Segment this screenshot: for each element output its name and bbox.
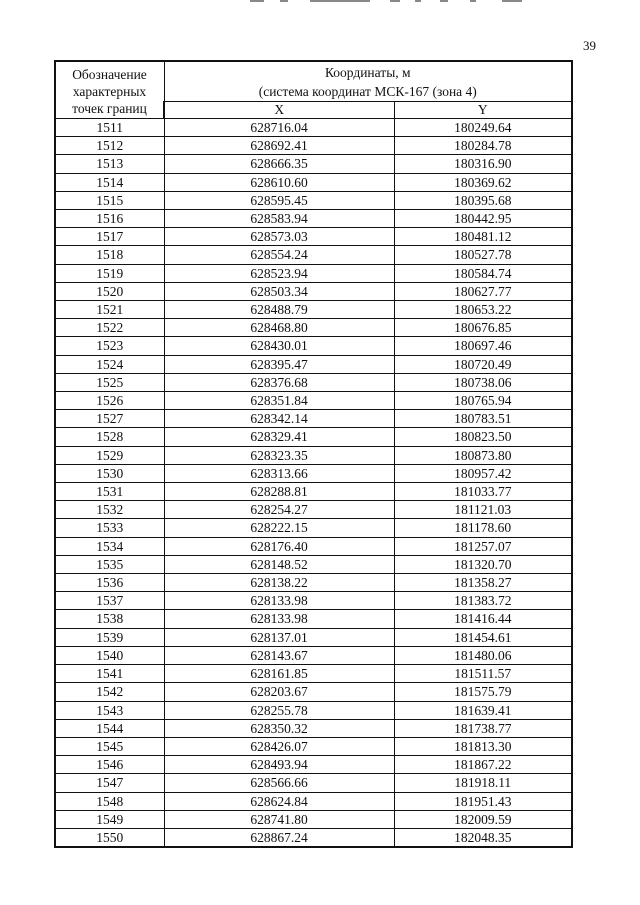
point-id-cell: 1531 — [55, 483, 164, 501]
y-coordinate-cell: 181867.22 — [394, 756, 572, 774]
y-coordinate-cell: 181454.61 — [394, 628, 572, 646]
point-id-cell: 1528 — [55, 428, 164, 446]
x-coordinate-cell: 628133.98 — [164, 592, 394, 610]
x-coordinate-cell: 628313.66 — [164, 464, 394, 482]
table-row — [55, 719, 572, 737]
point-id-cell: 1518 — [55, 246, 164, 264]
table-row — [55, 646, 572, 664]
x-coordinate-cell: 628376.68 — [164, 373, 394, 391]
point-id-cell: 1522 — [55, 319, 164, 337]
table-row — [55, 756, 572, 774]
point-id-cell: 1548 — [55, 792, 164, 810]
point-id-cell: 1514 — [55, 173, 164, 191]
table-row — [55, 173, 572, 191]
table-row — [55, 301, 572, 319]
y-coordinate-cell: 180627.77 — [394, 282, 572, 300]
table-row — [55, 264, 572, 282]
y-coordinate-cell: 180783.51 — [394, 410, 572, 428]
point-id-cell: 1527 — [55, 410, 164, 428]
table-row — [55, 628, 572, 646]
x-coordinate-cell: 628137.01 — [164, 628, 394, 646]
x-coordinate-cell: 628523.94 — [164, 264, 394, 282]
coordinates-table — [54, 60, 573, 848]
designation-header-line: характерных — [72, 84, 147, 99]
table-row — [55, 392, 572, 410]
y-coordinate-cell: 182009.59 — [394, 810, 572, 828]
x-coordinate-cell: 628493.94 — [164, 756, 394, 774]
x-coordinate-cell: 628430.01 — [164, 337, 394, 355]
point-id-cell: 1530 — [55, 464, 164, 482]
y-coordinate-cell: 180481.12 — [394, 228, 572, 246]
coordinates-table-body — [55, 119, 572, 848]
point-id-cell: 1541 — [55, 665, 164, 683]
table-row — [55, 155, 572, 173]
x-coordinate-cell: 628323.35 — [164, 446, 394, 464]
x-coordinate-cell: 628351.84 — [164, 392, 394, 410]
x-coordinate-cell: 628503.34 — [164, 282, 394, 300]
y-coordinate-cell: 181178.60 — [394, 519, 572, 537]
x-coordinate-cell: 628222.15 — [164, 519, 394, 537]
x-coordinate-cell: 628329.41 — [164, 428, 394, 446]
x-coordinate-cell: 628143.67 — [164, 646, 394, 664]
coordinates-header — [164, 61, 572, 102]
table-row — [55, 446, 572, 464]
table-row — [55, 137, 572, 155]
point-id-cell: 1543 — [55, 701, 164, 719]
x-coordinate-cell: 628203.67 — [164, 683, 394, 701]
x-coordinate-cell: 628867.24 — [164, 828, 394, 847]
x-coordinate-cell: 628133.98 — [164, 610, 394, 628]
point-id-cell: 1544 — [55, 719, 164, 737]
point-id-cell: 1516 — [55, 210, 164, 228]
y-column-header: Y — [394, 102, 572, 119]
table-row — [55, 537, 572, 555]
point-id-cell: 1534 — [55, 537, 164, 555]
coordinates-header-title: Координаты, м — [324, 65, 411, 80]
y-coordinate-cell: 180697.46 — [394, 337, 572, 355]
x-coordinate-cell: 628488.79 — [164, 301, 394, 319]
point-id-cell: 1515 — [55, 191, 164, 209]
table-row — [55, 737, 572, 755]
coordinates-header-system: (система координат МСК-167 (зона 4) — [258, 84, 477, 99]
designation-header — [55, 61, 164, 119]
x-coordinate-cell: 628176.40 — [164, 537, 394, 555]
y-coordinate-cell: 181918.11 — [394, 774, 572, 792]
table-row — [55, 792, 572, 810]
table-row — [55, 574, 572, 592]
y-coordinate-cell: 180957.42 — [394, 464, 572, 482]
y-coordinate-cell: 180249.64 — [394, 119, 572, 137]
x-coordinate-cell: 628350.32 — [164, 719, 394, 737]
x-coordinate-cell: 628583.94 — [164, 210, 394, 228]
y-coordinate-cell: 181121.03 — [394, 501, 572, 519]
y-coordinate-cell: 180284.78 — [394, 137, 572, 155]
table-row — [55, 701, 572, 719]
x-column-header: X — [164, 102, 394, 119]
y-coordinate-cell: 181257.07 — [394, 537, 572, 555]
table-row — [55, 592, 572, 610]
point-id-cell: 1512 — [55, 137, 164, 155]
point-id-cell: 1537 — [55, 592, 164, 610]
table-row — [55, 683, 572, 701]
x-coordinate-cell: 628716.04 — [164, 119, 394, 137]
x-coordinate-cell: 628554.24 — [164, 246, 394, 264]
y-coordinate-cell: 180442.95 — [394, 210, 572, 228]
y-coordinate-cell: 180676.85 — [394, 319, 572, 337]
y-coordinate-cell: 181480.06 — [394, 646, 572, 664]
point-id-cell: 1525 — [55, 373, 164, 391]
y-coordinate-cell: 181033.77 — [394, 483, 572, 501]
y-coordinate-cell: 180527.78 — [394, 246, 572, 264]
y-coordinate-cell: 181416.44 — [394, 610, 572, 628]
x-coordinate-cell: 628692.41 — [164, 137, 394, 155]
point-id-cell: 1519 — [55, 264, 164, 282]
table-row — [55, 483, 572, 501]
point-id-cell: 1540 — [55, 646, 164, 664]
table-row — [55, 119, 572, 137]
y-coordinate-cell: 180653.22 — [394, 301, 572, 319]
x-coordinate-cell: 628741.80 — [164, 810, 394, 828]
point-id-cell: 1549 — [55, 810, 164, 828]
y-coordinate-cell: 180873.80 — [394, 446, 572, 464]
x-coordinate-cell: 628254.27 — [164, 501, 394, 519]
y-coordinate-cell: 180369.62 — [394, 173, 572, 191]
x-coordinate-cell: 628566.66 — [164, 774, 394, 792]
x-coordinate-cell: 628395.47 — [164, 355, 394, 373]
designation-header-line: Обозначение — [72, 67, 147, 82]
table-row — [55, 610, 572, 628]
designation-header-line: точек границ — [72, 101, 147, 116]
x-coordinate-cell: 628468.80 — [164, 319, 394, 337]
table-row — [55, 665, 572, 683]
y-coordinate-cell: 181738.77 — [394, 719, 572, 737]
x-coordinate-cell: 628288.81 — [164, 483, 394, 501]
table-row — [55, 501, 572, 519]
point-id-cell: 1545 — [55, 737, 164, 755]
x-coordinate-cell: 628138.22 — [164, 574, 394, 592]
table-row — [55, 319, 572, 337]
y-coordinate-cell: 180738.06 — [394, 373, 572, 391]
x-coordinate-cell: 628610.60 — [164, 173, 394, 191]
x-coordinate-cell: 628148.52 — [164, 555, 394, 573]
point-id-cell: 1517 — [55, 228, 164, 246]
table-row — [55, 282, 572, 300]
y-coordinate-cell: 180720.49 — [394, 355, 572, 373]
x-coordinate-cell: 628342.14 — [164, 410, 394, 428]
table-row — [55, 555, 572, 573]
x-coordinate-cell: 628624.84 — [164, 792, 394, 810]
point-id-cell: 1523 — [55, 337, 164, 355]
point-id-cell: 1532 — [55, 501, 164, 519]
y-coordinate-cell: 181358.27 — [394, 574, 572, 592]
point-id-cell: 1521 — [55, 301, 164, 319]
y-coordinate-cell: 180395.68 — [394, 191, 572, 209]
point-id-cell: 1536 — [55, 574, 164, 592]
table-row — [55, 337, 572, 355]
table-row — [55, 355, 572, 373]
point-id-cell: 1542 — [55, 683, 164, 701]
point-id-cell: 1539 — [55, 628, 164, 646]
x-coordinate-cell: 628573.03 — [164, 228, 394, 246]
point-id-cell: 1546 — [55, 756, 164, 774]
table-row — [55, 464, 572, 482]
point-id-cell: 1511 — [55, 119, 164, 137]
y-coordinate-cell: 181813.30 — [394, 737, 572, 755]
x-coordinate-cell: 628255.78 — [164, 701, 394, 719]
table-row — [55, 210, 572, 228]
x-coordinate-cell: 628666.35 — [164, 155, 394, 173]
y-coordinate-cell: 180584.74 — [394, 264, 572, 282]
y-coordinate-cell: 182048.35 — [394, 828, 572, 847]
y-coordinate-cell: 181639.41 — [394, 701, 572, 719]
table-row — [55, 410, 572, 428]
scan-artifact-marks — [240, 0, 540, 4]
table-row — [55, 774, 572, 792]
y-coordinate-cell: 180765.94 — [394, 392, 572, 410]
table-row — [55, 228, 572, 246]
point-id-cell: 1550 — [55, 828, 164, 847]
point-id-cell: 1526 — [55, 392, 164, 410]
table-row — [55, 373, 572, 391]
x-coordinate-cell: 628161.85 — [164, 665, 394, 683]
y-coordinate-cell: 181320.70 — [394, 555, 572, 573]
page-number: 39 — [583, 38, 596, 53]
table-row — [55, 428, 572, 446]
table-row — [55, 519, 572, 537]
y-coordinate-cell: 181575.79 — [394, 683, 572, 701]
point-id-cell: 1533 — [55, 519, 164, 537]
y-coordinate-cell: 180316.90 — [394, 155, 572, 173]
point-id-cell: 1524 — [55, 355, 164, 373]
point-id-cell: 1529 — [55, 446, 164, 464]
table-row — [55, 191, 572, 209]
table-row — [55, 828, 572, 847]
x-coordinate-cell: 628426.07 — [164, 737, 394, 755]
table-row — [55, 810, 572, 828]
table-row — [55, 246, 572, 264]
point-id-cell: 1547 — [55, 774, 164, 792]
y-coordinate-cell: 181511.57 — [394, 665, 572, 683]
point-id-cell: 1538 — [55, 610, 164, 628]
point-id-cell: 1520 — [55, 282, 164, 300]
y-coordinate-cell: 180823.50 — [394, 428, 572, 446]
point-id-cell: 1513 — [55, 155, 164, 173]
point-id-cell: 1535 — [55, 555, 164, 573]
y-coordinate-cell: 181383.72 — [394, 592, 572, 610]
x-coordinate-cell: 628595.45 — [164, 191, 394, 209]
y-coordinate-cell: 181951.43 — [394, 792, 572, 810]
